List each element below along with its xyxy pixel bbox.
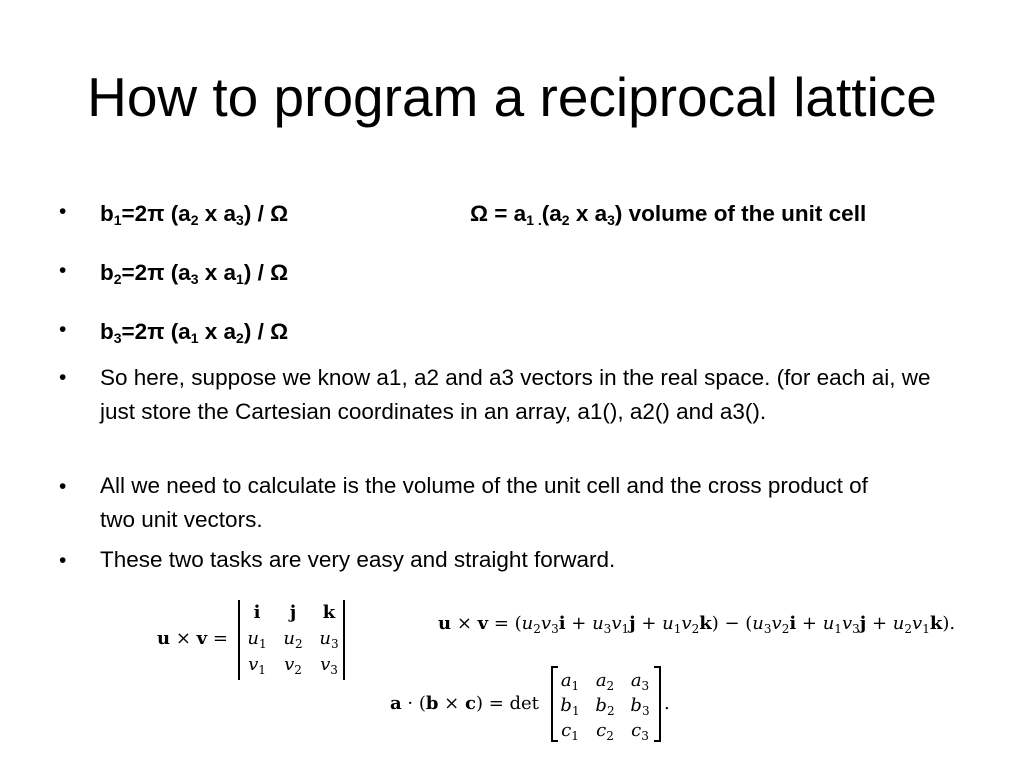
- formula-b3: $b_3=2\pi$ ($a_1$ x $a_2$) / Ω: [100, 319, 289, 346]
- triple-product-lhs: a · (b × c) = det: [390, 693, 539, 714]
- matrix-entry: $a_1$: [560, 670, 580, 693]
- matrix-entry: $u_2$: [283, 628, 303, 651]
- formula-b1: $b_1=2\pi$ ($a_2$ x $a_3$) / Ω: [100, 201, 289, 228]
- matrix-entry: $v_2$: [284, 654, 302, 677]
- bullet-text-vectors: So here, suppose we know a1, a2 and a3 vectors in the real space. (for each ai, we just store the Cartesian coordinates in an array, a1(), a2() and a3().: [100, 365, 931, 424]
- matrix-entry: $b_3$: [630, 695, 650, 718]
- matrix-entry: $b_2$: [595, 695, 615, 718]
- formula-b2: $b_2=2\pi$ ($a_3$ x $a_1$) / Ω: [100, 260, 289, 287]
- slide-title: How to program a reciprocal lattice: [87, 66, 937, 128]
- formula-omega-volume: $\Omega = a_1$ $_.(a_2$ x $a_3$) volume of the unit cell: [470, 201, 867, 228]
- matrix-entry: k: [322, 602, 336, 623]
- matrix-entry: $a_2$: [595, 670, 615, 693]
- matrix-entry: $v_3$: [320, 654, 338, 677]
- bullet-marker: •: [59, 366, 67, 389]
- matrix-entry: j: [289, 602, 297, 623]
- bullet-marker: •: [59, 549, 67, 572]
- matrix-entry: $c_2$: [596, 720, 614, 743]
- matrix-entry: $c_1$: [561, 720, 579, 743]
- triple-product-period: .: [664, 693, 670, 714]
- matrix-entry: $c_3$: [631, 720, 649, 743]
- matrix-entry: $u_1$: [247, 628, 267, 651]
- bullet-marker: •: [59, 259, 67, 282]
- bullet-text-easy: These two tasks are very easy and straight forward.: [100, 547, 616, 572]
- bullet-marker: •: [59, 318, 67, 341]
- bullet-marker: •: [59, 200, 67, 223]
- bullet-marker: •: [59, 475, 67, 498]
- matrix-entry: $a_3$: [630, 670, 650, 693]
- matrix-entry: i: [253, 602, 261, 623]
- bullet-text-volume: All we need to calculate is the volume of the unit cell and the cross product of two unit vectors.: [100, 473, 868, 532]
- cross-product-lhs: u × v =: [157, 628, 228, 649]
- matrix-entry: $u_3$: [319, 628, 339, 651]
- bracket-left-top: [551, 666, 558, 668]
- matrix-entry: $b_1$: [560, 695, 580, 718]
- matrix-entry: $v_1$: [248, 654, 266, 677]
- cross-product-expanded: $u \times v = (u_2v_3i + u_3v_1j + u_1v_2k) - (u_3v_2i + u_1v_3j + u_2v_1k)$.: [438, 613, 956, 636]
- bracket-right-top: [654, 666, 661, 668]
